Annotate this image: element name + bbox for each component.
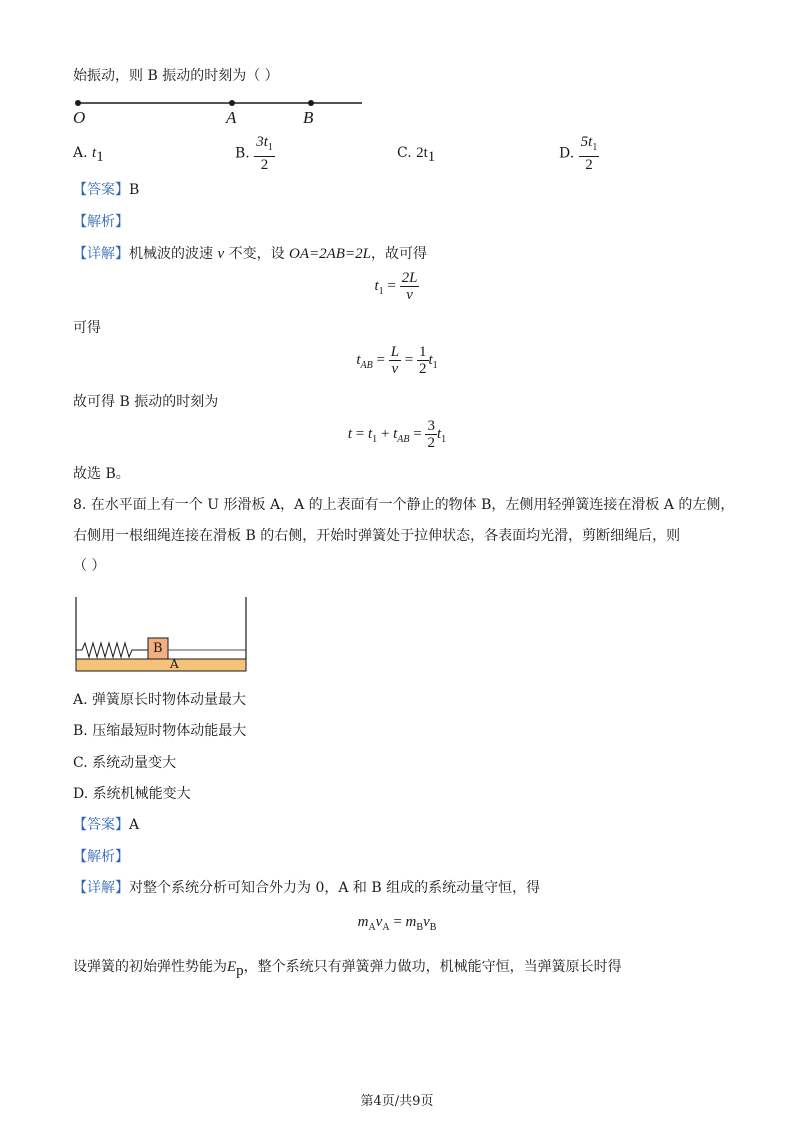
point-a bbox=[229, 100, 235, 106]
q8-u-board-diagram bbox=[70, 592, 255, 677]
board-a bbox=[76, 659, 246, 671]
label-b: B bbox=[303, 108, 314, 127]
q8-option-c: C. 系统动量变大 bbox=[73, 755, 177, 771]
q7-choose: 故选 B。 bbox=[73, 466, 130, 482]
q8-option-d: D. 系统机械能变大 bbox=[73, 786, 191, 802]
point-b bbox=[308, 100, 314, 106]
q7-gu: 故可得 B 振动的时刻为 bbox=[73, 394, 219, 410]
q7-equation-2: $t_{AB}$ = $\frac{L}{v}$ = $\frac{1}{2}$ $t_1$ bbox=[356, 344, 438, 377]
block-b-label: B bbox=[153, 641, 163, 656]
q8-detail: 【详解】对整个系统分析可知合外力为 0，A 和 B 组成的系统动量守恒，得 bbox=[73, 880, 541, 896]
q8-answer: 【答案】A bbox=[73, 817, 140, 833]
q7-equation-3: $t = t_1 + t_{AB}$ = $\frac{3}{2}$ $t_1$ bbox=[347, 418, 447, 451]
q8-line-2: 右侧用一根细绳连接在滑板 B 的右侧，开始时弹簧处于拉伸状态，各表面均光滑，剪断细绳后，则 bbox=[73, 528, 681, 544]
q7-option-d: D. $\frac{5t_1}{2}$ bbox=[559, 134, 598, 173]
q8-option-a: A. 弹簧原长时物体动量最大 bbox=[73, 692, 247, 708]
q7-option-b: B. $\frac{3t_1}{2}$ bbox=[235, 134, 273, 173]
q8-option-b: B. 压缩最短时物体动能最大 bbox=[73, 723, 247, 739]
label-o: O bbox=[73, 108, 86, 127]
q7-question-tail: 始振动，则 B 振动的时刻为（ ） bbox=[73, 68, 279, 84]
q7-analysis-tag: 【解析】 bbox=[73, 214, 129, 230]
page-footer: 第4页/共9页 bbox=[360, 1094, 434, 1109]
q7-option-c: C. $2t_1$ bbox=[397, 145, 436, 165]
q8-last-line: 设弹簧的初始弹性势能为$E_p$，整个系统只有弹簧弹力做功，机械能守恒，当弹簧原长时得 bbox=[73, 959, 622, 979]
label-a: A bbox=[226, 108, 237, 127]
q7-detail: 【详解】机械波的波速 v 不变，设 OA=2AB=2L，故可得 bbox=[73, 246, 427, 262]
q7-kede: 可得 bbox=[73, 320, 101, 336]
answer-tag: 【答案】 bbox=[73, 182, 129, 198]
spring-icon bbox=[76, 643, 148, 657]
point-o bbox=[75, 100, 81, 106]
q8-line-3: （ ） bbox=[73, 558, 106, 574]
board-a-label: A bbox=[170, 657, 179, 671]
q7-equation-1: $t_1$ = $\frac{2L}{v}$ bbox=[374, 270, 418, 303]
q7-line-diagram bbox=[70, 92, 370, 132]
q8-equation: $m_Av_A = m_Bv_B$ bbox=[357, 914, 437, 933]
q8-analysis-tag: 【解析】 bbox=[73, 849, 129, 865]
q8-line-1: 8. 在水平面上有一个 U 形滑板 A，A 的上表面有一个静止的物体 B，左侧用轻弹簧连接在滑板 A 的左侧， bbox=[73, 497, 735, 513]
q7-answer: 【答案】B bbox=[73, 182, 140, 198]
q7-option-a: A. $t_1$ bbox=[73, 145, 104, 165]
